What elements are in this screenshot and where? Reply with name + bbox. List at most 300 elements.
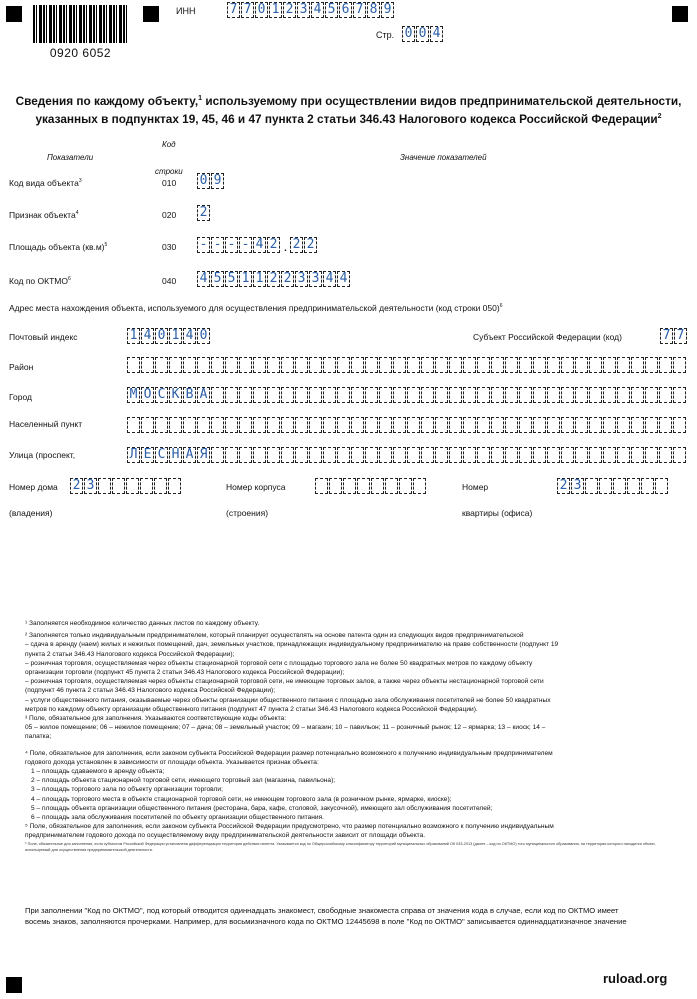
char-cell[interactable] — [463, 357, 476, 373]
corner-marker-top-mid — [143, 6, 159, 22]
city-field[interactable] — [127, 387, 687, 403]
char-cell[interactable] — [295, 447, 308, 463]
char-cell[interactable] — [435, 387, 448, 403]
page-number-field[interactable] — [402, 26, 444, 42]
char-cell[interactable] — [112, 478, 125, 494]
char-cell[interactable] — [617, 357, 630, 373]
char-cell[interactable]: 7 — [227, 2, 240, 18]
char-cell[interactable]: 4 — [430, 26, 443, 42]
char-cell[interactable] — [239, 357, 252, 373]
house-label: Номер дома — [9, 482, 58, 492]
char-cell[interactable] — [505, 357, 518, 373]
row-object-sign-label: Признак объекта$^4$ — [9, 210, 79, 220]
char-cell[interactable] — [519, 417, 532, 433]
char-cell[interactable] — [351, 387, 364, 403]
inn-label: ИНН — [176, 6, 196, 16]
char-cell[interactable] — [589, 447, 602, 463]
footnotes — [25, 619, 675, 853]
footnote-2: ² Заполняется только индивидуальным предпринимателем, который планирует осуществлять на основе патента один из следующих видов предпринимательской — [25, 632, 524, 640]
char-cell[interactable]: 5 — [325, 2, 338, 18]
locality-field[interactable] — [127, 417, 687, 433]
char-cell[interactable] — [239, 387, 252, 403]
char-cell[interactable]: 2 — [281, 271, 294, 287]
char-cell[interactable] — [561, 387, 574, 403]
char-cell[interactable] — [603, 357, 616, 373]
page-label: Стр. — [376, 30, 395, 40]
header-code-line1: Код — [162, 140, 176, 149]
object-sign-field[interactable] — [197, 205, 211, 221]
char-cell[interactable] — [641, 478, 654, 494]
char-cell[interactable] — [169, 417, 182, 433]
char-cell[interactable]: 3 — [309, 271, 322, 287]
char-cell[interactable]: - — [225, 237, 238, 253]
char-cell[interactable] — [561, 357, 574, 373]
oktmo-instructions — [25, 905, 675, 927]
street-label: Улица (проспект, — [9, 450, 76, 460]
char-cell[interactable] — [547, 357, 560, 373]
char-cell[interactable]: 4 — [197, 271, 210, 287]
char-cell[interactable] — [225, 357, 238, 373]
char-cell[interactable]: 2 — [197, 205, 210, 221]
char-cell[interactable] — [155, 417, 168, 433]
corner-marker-top-left — [6, 6, 22, 22]
house-number-field[interactable] — [70, 478, 182, 494]
char-cell[interactable]: Я — [197, 447, 210, 463]
char-cell[interactable] — [253, 447, 266, 463]
char-cell[interactable]: 4 — [311, 2, 324, 18]
char-cell[interactable] — [449, 417, 462, 433]
char-cell[interactable] — [547, 417, 560, 433]
char-cell[interactable] — [365, 387, 378, 403]
char-cell[interactable] — [631, 387, 644, 403]
header-indicators: Показатели — [47, 153, 94, 162]
char-cell[interactable] — [267, 357, 280, 373]
char-cell[interactable] — [281, 447, 294, 463]
char-cell[interactable] — [98, 478, 111, 494]
oktmo-instructions-line1: При заполнении "Код по ОКТМО", под который отводится одиннадцать знакомест, свободные знакоместа справа от значения кода в случае, если код по ОКТМО имеет — [25, 906, 619, 915]
footnote-4d: 3 – площадь торгового зала по объекту организации торговли; — [31, 786, 223, 794]
char-cell[interactable] — [435, 417, 448, 433]
footnote-2c: – розничная торговля, осуществляемая через объекты стационарной торговой сети с площадью торгового зала не более 50 квадратных метров по каждому объекту — [25, 659, 533, 667]
char-cell[interactable]: 4 — [337, 271, 350, 287]
char-cell[interactable]: 0 — [416, 26, 429, 42]
char-cell[interactable] — [385, 478, 398, 494]
char-cell[interactable] — [617, 447, 630, 463]
char-cell[interactable] — [435, 447, 448, 463]
char-cell[interactable] — [613, 478, 626, 494]
row-area-code: 030 — [162, 242, 177, 252]
char-cell[interactable]: 5 — [225, 271, 238, 287]
char-cell[interactable] — [413, 478, 426, 494]
footnote-4c: 2 – площадь объекта стационарной торговой сети, имеющего торговый зал (магазина, павильона); — [31, 777, 336, 785]
char-cell[interactable]: 4 — [253, 237, 266, 253]
char-cell[interactable] — [547, 447, 560, 463]
char-cell[interactable] — [603, 387, 616, 403]
char-cell[interactable] — [477, 387, 490, 403]
char-cell[interactable] — [211, 387, 224, 403]
char-cell[interactable] — [337, 417, 350, 433]
char-cell[interactable] — [323, 447, 336, 463]
char-cell[interactable] — [379, 357, 392, 373]
char-cell[interactable] — [631, 357, 644, 373]
char-cell[interactable] — [463, 387, 476, 403]
char-cell[interactable] — [127, 417, 140, 433]
char-cell[interactable]: 5 — [211, 271, 224, 287]
char-cell[interactable] — [491, 417, 504, 433]
char-cell[interactable] — [393, 417, 406, 433]
char-cell[interactable] — [154, 478, 167, 494]
apartment-number-field[interactable] — [557, 478, 669, 494]
char-cell[interactable] — [561, 417, 574, 433]
char-cell[interactable]: 0 — [255, 2, 268, 18]
char-cell[interactable] — [393, 447, 406, 463]
char-cell[interactable] — [126, 478, 139, 494]
char-cell[interactable] — [357, 478, 370, 494]
char-cell[interactable] — [449, 387, 462, 403]
char-cell[interactable] — [379, 387, 392, 403]
char-cell[interactable] — [533, 447, 546, 463]
char-cell[interactable] — [575, 387, 588, 403]
char-cell[interactable] — [585, 478, 598, 494]
char-cell[interactable] — [491, 387, 504, 403]
char-cell[interactable] — [477, 417, 490, 433]
district-field[interactable] — [127, 357, 687, 373]
char-cell[interactable]: Е — [141, 447, 154, 463]
char-cell[interactable] — [281, 357, 294, 373]
footnote-4e: 4 – площадь торгового места в объекте стационарной торговой сети, не имеющем торгового зала (в розничном рынке, ярмарке, киоске); — [31, 795, 452, 803]
char-cell[interactable]: 6 — [339, 2, 352, 18]
char-cell[interactable]: 7 — [241, 2, 254, 18]
char-cell[interactable]: 1 — [253, 271, 266, 287]
char-cell[interactable] — [365, 447, 378, 463]
title-footnote-1: 1 — [198, 95, 203, 102]
char-cell[interactable]: 0 — [155, 328, 168, 344]
char-cell[interactable] — [351, 447, 364, 463]
char-cell[interactable] — [379, 417, 392, 433]
header-code-line2: строки — [155, 167, 183, 176]
char-cell[interactable] — [371, 478, 384, 494]
char-cell[interactable]: 0 — [197, 328, 210, 344]
char-cell[interactable] — [603, 447, 616, 463]
page-title — [0, 91, 697, 127]
inn-field[interactable] — [227, 2, 395, 18]
house-label-2: (владения) — [9, 508, 53, 518]
char-cell[interactable] — [281, 417, 294, 433]
char-cell[interactable] — [505, 387, 518, 403]
char-cell[interactable] — [407, 447, 420, 463]
oktmo-instructions-line2: восемь знаков, заполняются прочерками. Например, для восьмизначного кода по ОКТМО 12445698 в поле "Код по ОКТМО" записывается одиннадцатизначное значение — [25, 917, 627, 926]
char-cell[interactable]: 3 — [295, 271, 308, 287]
char-cell[interactable] — [267, 387, 280, 403]
char-cell[interactable] — [253, 387, 266, 403]
oktmo-field[interactable] — [197, 271, 351, 287]
footnote-4f: 5 – площадь объекта организации общественного питания (ресторана, бара, кафе, столовой, закусочной), имеющего зал обслуживания посетителей; — [31, 804, 493, 812]
char-cell[interactable]: 9 — [211, 173, 224, 189]
char-cell[interactable] — [505, 447, 518, 463]
char-cell[interactable] — [315, 478, 328, 494]
char-cell[interactable] — [337, 447, 350, 463]
char-cell[interactable] — [295, 357, 308, 373]
footnote-3a: 05 – жилое помещение; 06 – нежилое помещение; 07 – дача; 08 – земельный участок; 09 – магазин; 10 – павильон; 11 – розничный рынок; 12 – ярмарка; 13 – киоск; 14 – — [25, 724, 546, 732]
char-cell[interactable] — [239, 417, 252, 433]
char-cell[interactable] — [519, 357, 532, 373]
char-cell[interactable] — [519, 387, 532, 403]
title-footnote-2: 2 — [657, 112, 662, 120]
char-cell[interactable]: 2 — [557, 478, 570, 494]
title-line2: указанных в подпунктах 19, 45, 46 и 47 пункта 2 статьи 346.43 Налогового кодекса Российской Федерации — [35, 111, 658, 126]
char-cell[interactable] — [645, 387, 658, 403]
char-cell[interactable] — [645, 357, 658, 373]
char-cell[interactable] — [449, 357, 462, 373]
char-cell[interactable]: 8 — [367, 2, 380, 18]
char-cell[interactable] — [435, 357, 448, 373]
area-field[interactable] — [197, 237, 318, 253]
char-cell[interactable]: С — [155, 447, 168, 463]
footnote-4a: годового дохода установлен в зависимости от площади объекта. Указывается признак объекта: — [25, 758, 319, 766]
char-cell[interactable] — [519, 447, 532, 463]
char-cell[interactable] — [140, 478, 153, 494]
corner-marker-bottom-left — [6, 977, 22, 993]
street-field[interactable] — [127, 447, 687, 463]
char-cell[interactable] — [575, 447, 588, 463]
char-cell[interactable] — [491, 357, 504, 373]
char-cell[interactable] — [253, 417, 266, 433]
region-label: Субъект Российской Федерации (код) — [473, 332, 622, 342]
postal-label: Почтовый индекс — [9, 332, 78, 342]
char-cell[interactable] — [449, 447, 462, 463]
char-cell[interactable] — [393, 357, 406, 373]
char-cell[interactable] — [421, 387, 434, 403]
char-cell[interactable] — [351, 357, 364, 373]
char-cell[interactable] — [673, 357, 686, 373]
char-cell[interactable] — [645, 417, 658, 433]
char-cell[interactable] — [421, 447, 434, 463]
char-cell[interactable] — [533, 357, 546, 373]
char-cell[interactable]: 2 — [304, 237, 317, 253]
footnote-3b: палатка; — [25, 733, 52, 741]
char-cell[interactable] — [225, 387, 238, 403]
char-cell[interactable] — [295, 387, 308, 403]
char-cell[interactable]: 9 — [381, 2, 394, 18]
char-cell[interactable] — [407, 357, 420, 373]
char-cell[interactable] — [399, 478, 412, 494]
row-oktmo-label: Код по ОКТМО$^6$ — [9, 276, 71, 286]
char-cell[interactable]: 0 — [197, 173, 210, 189]
char-cell[interactable]: М — [127, 387, 140, 403]
char-cell[interactable] — [491, 447, 504, 463]
apt-label: Номер — [462, 482, 489, 492]
footnote-2g: – услуги общественного питания, оказываемые через объекты организации общественного питания с площадью зала обслуживания посетителей не более 50 квадратных — [25, 696, 551, 704]
char-cell[interactable] — [211, 417, 224, 433]
header-values: Значение показателей — [400, 153, 487, 162]
char-cell[interactable] — [323, 417, 336, 433]
char-cell[interactable] — [645, 447, 658, 463]
char-cell[interactable] — [155, 357, 168, 373]
char-cell[interactable]: 0 — [402, 26, 415, 42]
char-cell[interactable] — [659, 357, 672, 373]
char-cell[interactable] — [183, 357, 196, 373]
char-cell[interactable] — [533, 417, 546, 433]
footnote-4: ⁴ Поле, обязательное для заполнения, если законом субъекта Российской Федерации размер потенциально возможного к получению индивидуальным предпринимателем — [25, 749, 553, 757]
char-cell[interactable]: 4 — [183, 328, 196, 344]
char-cell[interactable] — [659, 447, 672, 463]
char-cell[interactable] — [343, 478, 356, 494]
char-cell[interactable] — [589, 387, 602, 403]
char-cell[interactable] — [655, 478, 668, 494]
footnote-2f: (подпункт 46 пункта 2 статьи 346.43 Налогового кодекса Российской Федерации); — [25, 687, 276, 695]
region-code-field[interactable] — [660, 328, 688, 344]
char-cell[interactable]: Л — [127, 447, 140, 463]
char-cell[interactable] — [631, 447, 644, 463]
char-cell[interactable]: 3 — [297, 2, 310, 18]
char-cell[interactable] — [183, 417, 196, 433]
char-cell[interactable] — [168, 478, 181, 494]
char-cell[interactable]: В — [183, 387, 196, 403]
row-object-type-code: 010 — [162, 178, 177, 188]
char-cell[interactable]: 7 — [674, 328, 687, 344]
char-cell[interactable] — [463, 417, 476, 433]
char-cell[interactable] — [323, 387, 336, 403]
char-cell[interactable] — [295, 417, 308, 433]
char-cell[interactable] — [407, 387, 420, 403]
char-cell[interactable] — [421, 417, 434, 433]
city-label: Город — [9, 392, 32, 402]
char-cell[interactable] — [141, 357, 154, 373]
char-cell[interactable]: - — [239, 237, 252, 253]
char-cell[interactable] — [309, 357, 322, 373]
char-cell[interactable]: 1 — [169, 328, 182, 344]
char-cell[interactable] — [267, 447, 280, 463]
footnote-5a: предпринимателем годового дохода по осуществляемому виду предпринимательской деятельности зависит от площади объекта. — [25, 832, 426, 840]
char-cell[interactable] — [673, 417, 686, 433]
char-cell[interactable] — [281, 387, 294, 403]
char-cell[interactable] — [225, 447, 238, 463]
char-cell[interactable] — [561, 447, 574, 463]
building-number-field[interactable] — [315, 478, 427, 494]
char-cell[interactable] — [393, 387, 406, 403]
char-cell[interactable] — [309, 387, 322, 403]
char-cell[interactable]: А — [183, 447, 196, 463]
row-oktmo-code: 040 — [162, 276, 177, 286]
char-cell[interactable] — [463, 447, 476, 463]
char-cell[interactable] — [337, 357, 350, 373]
char-cell[interactable] — [575, 357, 588, 373]
char-cell[interactable]: 4 — [323, 271, 336, 287]
char-cell[interactable]: Н — [169, 447, 182, 463]
char-cell[interactable]: О — [141, 387, 154, 403]
char-cell[interactable] — [659, 417, 672, 433]
char-cell[interactable] — [659, 387, 672, 403]
char-cell[interactable] — [309, 447, 322, 463]
char-cell[interactable]: К — [169, 387, 182, 403]
char-cell[interactable] — [477, 357, 490, 373]
char-cell[interactable] — [197, 417, 210, 433]
char-cell[interactable]: 3 — [571, 478, 584, 494]
char-cell[interactable] — [589, 417, 602, 433]
char-cell[interactable] — [673, 387, 686, 403]
footnote-2a: – сдача в аренду (наем) жилых и нежилых помещений, дач, земельных участков, принадлежащих индивидуальному предпринимателю на праве собственности (подпункт 19 — [25, 641, 559, 649]
char-cell[interactable] — [239, 447, 252, 463]
char-cell[interactable] — [617, 387, 630, 403]
char-cell[interactable] — [421, 357, 434, 373]
char-cell[interactable] — [673, 447, 686, 463]
char-cell[interactable] — [533, 387, 546, 403]
char-cell[interactable]: 3 — [84, 478, 97, 494]
locality-label: Населенный пункт — [9, 419, 83, 429]
postal-code-field[interactable] — [127, 328, 211, 344]
char-cell[interactable] — [169, 357, 182, 373]
object-type-field[interactable] — [197, 173, 225, 189]
footnote-2h: метров по каждому объекту организации общественного питания (подпункт 47 пункта 2 статьи 346.43 Налогового кодекса Российской Федерации). — [25, 705, 478, 713]
row-area-label: Площадь объекта $(кв.м)^5$ — [9, 242, 108, 252]
char-cell[interactable]: 4 — [141, 328, 154, 344]
char-cell[interactable] — [337, 387, 350, 403]
char-cell[interactable] — [197, 357, 210, 373]
char-cell[interactable] — [253, 357, 266, 373]
footnote-1: ¹ Заполняется необходимое количество данных листов по каждому объекту. — [25, 620, 260, 627]
char-cell[interactable] — [323, 357, 336, 373]
char-cell[interactable] — [627, 478, 640, 494]
char-cell[interactable] — [225, 417, 238, 433]
char-cell[interactable]: 7 — [660, 328, 673, 344]
char-cell[interactable]: - — [211, 237, 224, 253]
char-cell[interactable]: 1 — [269, 2, 282, 18]
char-cell[interactable] — [267, 417, 280, 433]
address-heading: Адрес места нахождения объекта, используемого для осуществления предпринимательской деятельности (код строки 050)$^6$ — [9, 303, 503, 313]
char-cell[interactable] — [379, 447, 392, 463]
char-cell[interactable] — [603, 417, 616, 433]
char-cell[interactable] — [599, 478, 612, 494]
char-cell[interactable]: - — [197, 237, 210, 253]
footnote-2b: пункта 2 статьи 346.43 Налогового кодекса Российской Федерации); — [25, 650, 235, 658]
char-cell[interactable] — [505, 417, 518, 433]
char-cell[interactable]: С — [155, 387, 168, 403]
char-cell[interactable]: 2 — [283, 2, 296, 18]
char-cell[interactable] — [477, 447, 490, 463]
char-cell[interactable]: 2 — [70, 478, 83, 494]
char-cell[interactable] — [211, 357, 224, 373]
char-cell[interactable]: 7 — [353, 2, 366, 18]
footnote-4b: 1 – площадь сдаваемого в аренду объекта; — [31, 768, 165, 776]
char-cell[interactable]: 1 — [239, 271, 252, 287]
char-cell[interactable] — [211, 447, 224, 463]
footnote-2d: организации торговли (подпункт 45 пункта 2 статьи 346.43 Налогового кодекса Российской Федерации); — [25, 669, 345, 677]
char-cell[interactable]: 2 — [267, 271, 280, 287]
char-cell[interactable]: А — [197, 387, 210, 403]
row-object-type-label: Код вида объекта$^3$ — [9, 178, 82, 188]
title-line1: Сведения по каждому объекту, — [15, 93, 199, 108]
footnote-6: ⁶ Поле, обязательное для заполнения, если субъектом Российской Федерации установлена дифференциация территории действия патента. Указывается код по Общероссийскому классификатору территорий муниципальных образований ОК 033-2013 (далее – код по ОКТМО) того муниципального образования, на территории которого находится объект, используемый для осуществления предпринимательской деятельности. — [25, 841, 656, 852]
char-cell[interactable] — [309, 417, 322, 433]
char-cell[interactable] — [631, 417, 644, 433]
char-cell[interactable] — [351, 417, 364, 433]
char-cell[interactable]: 2 — [267, 237, 280, 253]
apt-label-2: квартиры (офиса) — [462, 508, 533, 518]
char-cell[interactable] — [141, 417, 154, 433]
char-cell[interactable] — [589, 357, 602, 373]
char-cell[interactable] — [127, 357, 140, 373]
char-cell[interactable] — [575, 417, 588, 433]
char-cell[interactable] — [547, 387, 560, 403]
char-cell[interactable] — [365, 357, 378, 373]
char-cell[interactable] — [365, 417, 378, 433]
char-cell[interactable]: 2 — [290, 237, 303, 253]
char-cell[interactable] — [329, 478, 342, 494]
decimal-separator: . — [283, 238, 288, 254]
char-cell[interactable] — [617, 417, 630, 433]
char-cell[interactable]: 1 — [127, 328, 140, 344]
char-cell[interactable] — [407, 417, 420, 433]
